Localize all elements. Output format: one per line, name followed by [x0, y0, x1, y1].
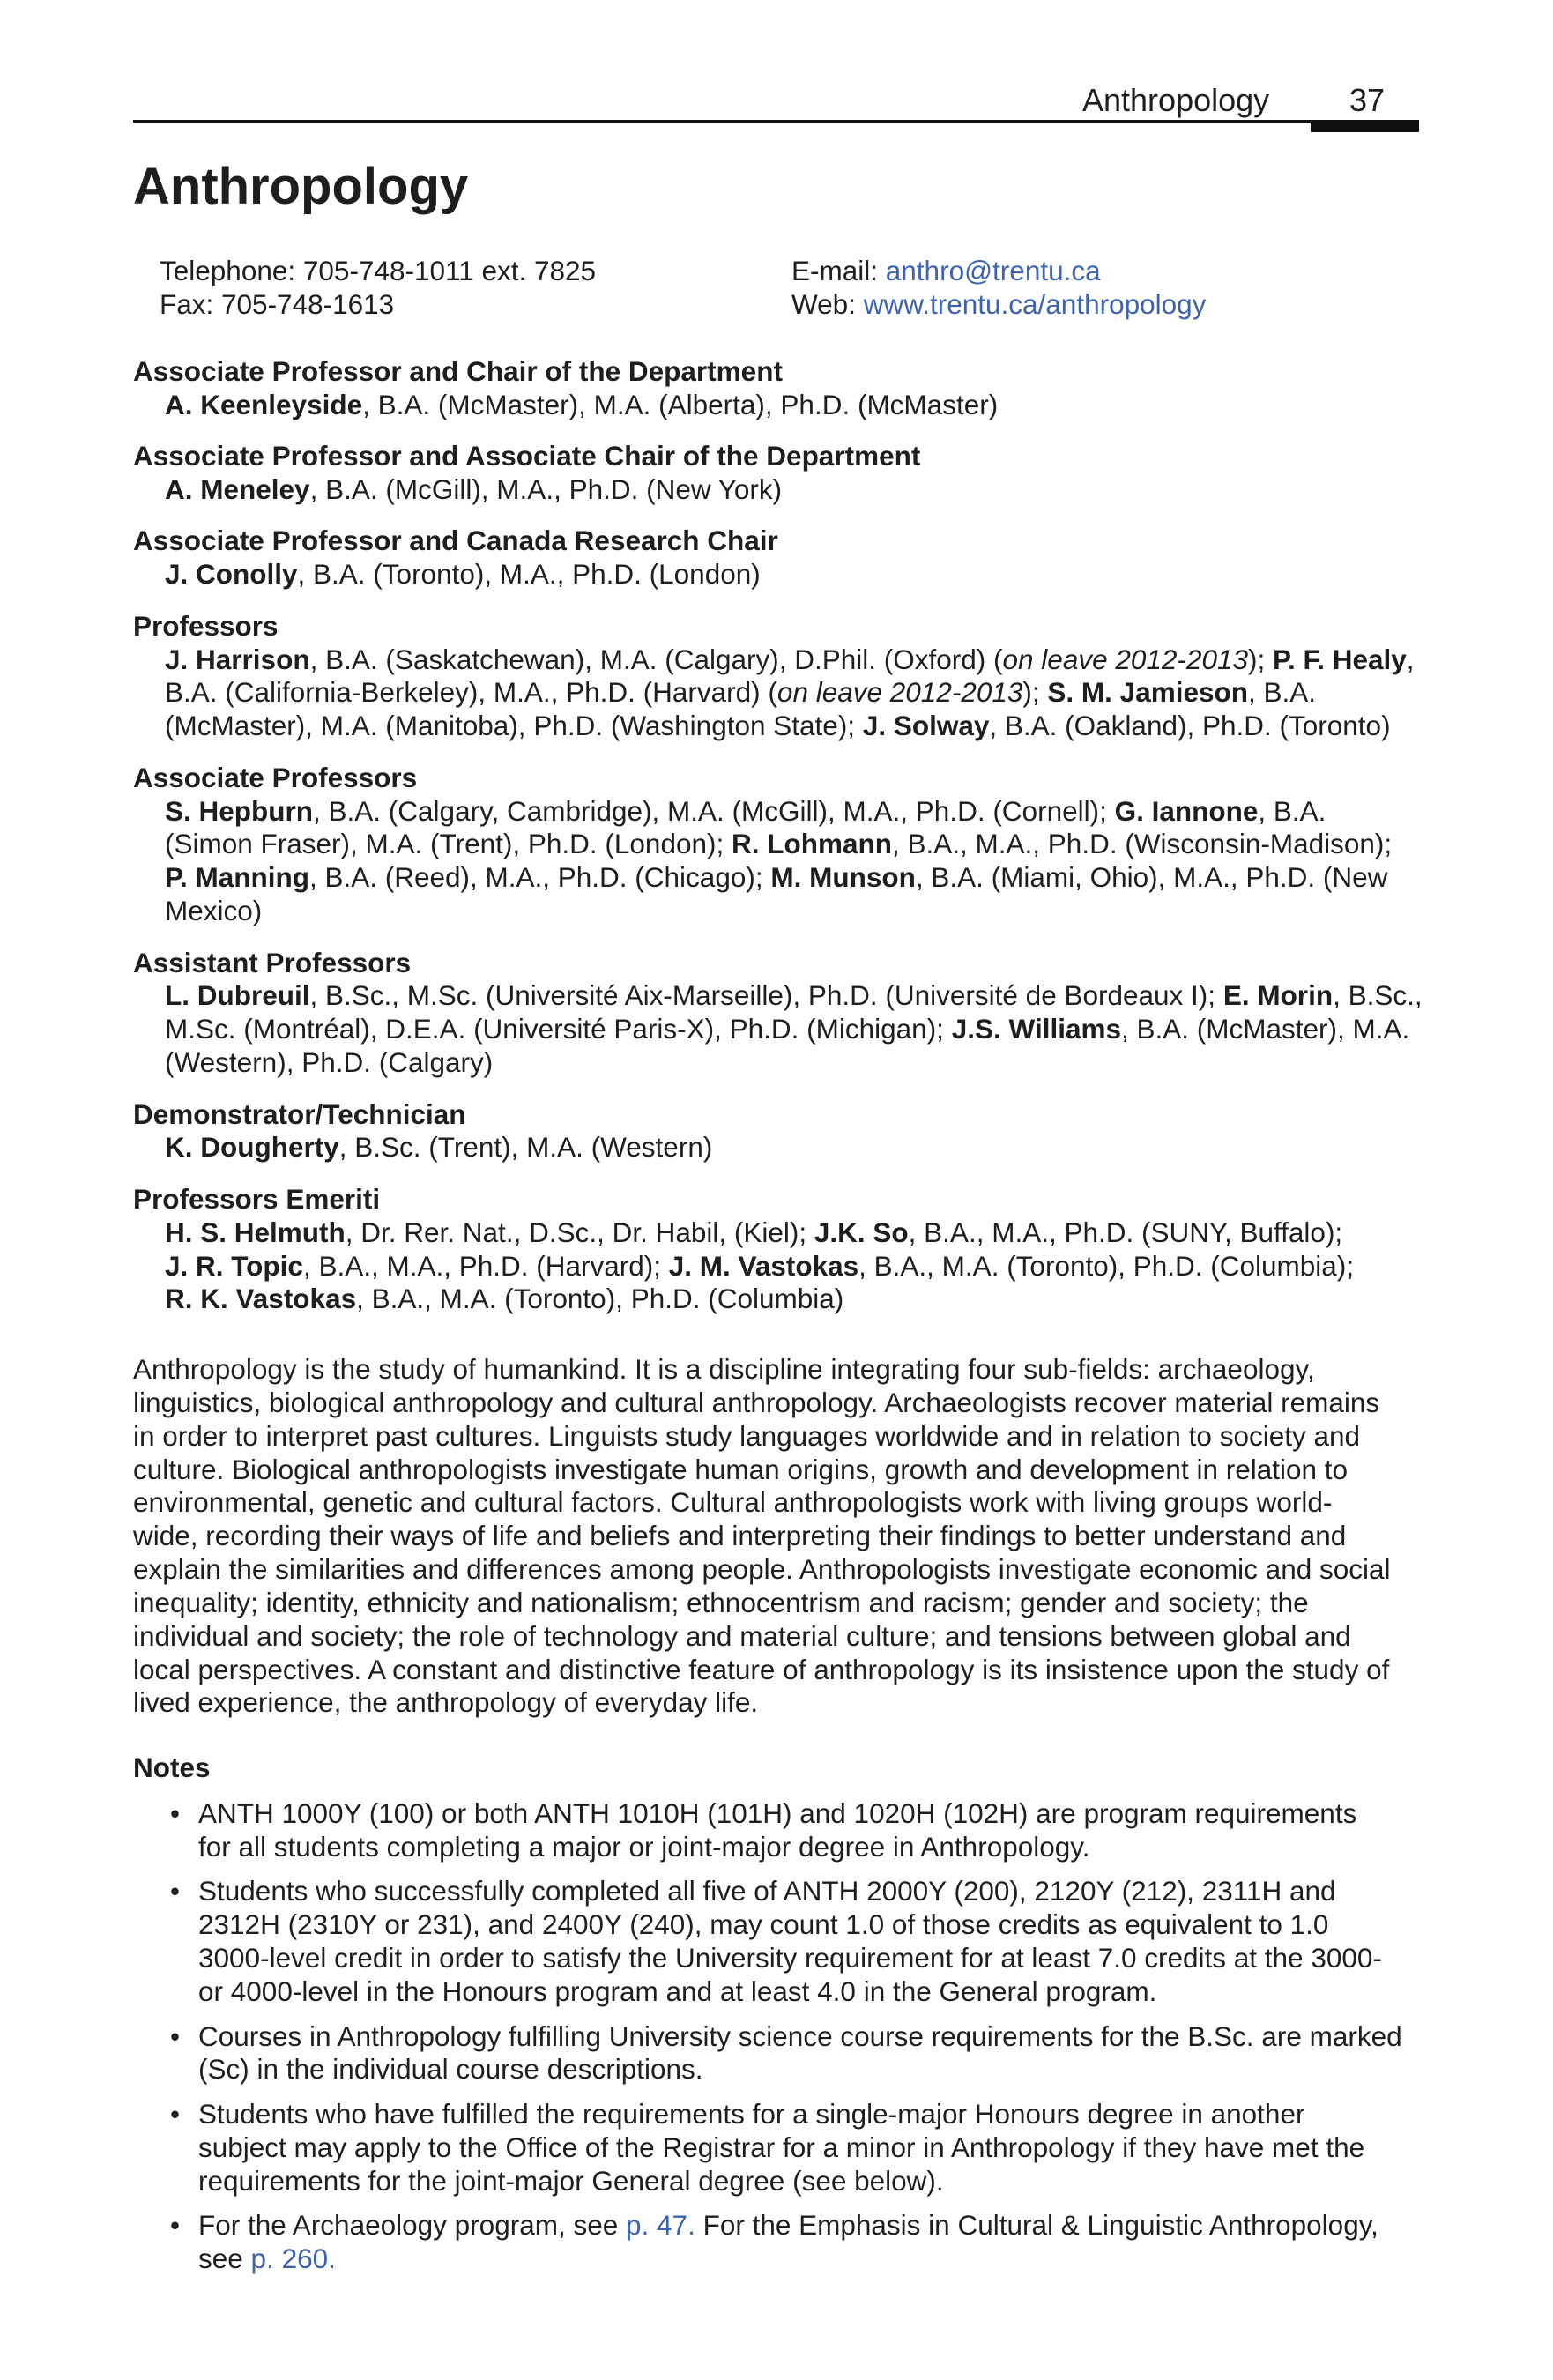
- faculty-member-name: A. Meneley: [165, 472, 310, 505]
- faculty-entry-line: [133, 473, 1419, 507]
- faculty-member-name: E. Morin: [1222, 979, 1334, 1012]
- intro-text-line: lived experience, the anthropology of everyday life.: [133, 1686, 759, 1719]
- faculty-section: [133, 610, 1419, 743]
- fax: Fax: 705-748-1613: [160, 288, 395, 320]
- faculty-list: [133, 354, 1423, 1317]
- note-text: For the Emphasis in Cultural & Linguistic Anthropology,: [695, 2209, 1378, 2242]
- faculty-member-name: P. Manning: [165, 861, 309, 894]
- faculty-credentials: B.A. (California-Berkeley), M.A., Ph.D. (Harvard) (: [165, 676, 777, 709]
- faculty-section-heading: Assistant Professors: [133, 946, 412, 978]
- bullet-marker: [170, 1875, 180, 1908]
- faculty-credentials: , B.A., M.A., Ph.D. (SUNY, Buffalo);: [908, 1216, 1343, 1248]
- leave-status: on leave 2012-2013: [776, 676, 1023, 709]
- intro-text-line: explain the similarities and differences among people. Anthropologists investigate economic and social: [133, 1553, 1391, 1586]
- faculty-credentials: , Dr. Rer. Nat., D.Sc., Dr. Habil, (Kiel);: [345, 1216, 814, 1248]
- faculty-entry-line: [133, 558, 1419, 591]
- faculty-credentials: , B.A., M.A., Ph.D. (Wisconsin-Madison);: [892, 828, 1393, 860]
- faculty-member-name: S. Hepburn: [165, 794, 314, 827]
- page-title: Anthropology: [133, 158, 469, 215]
- faculty-credentials: );: [1248, 643, 1274, 675]
- note-text: Students who successfully completed all five of ANTH 2000Y (200), 2120Y (212), 2311H and: [198, 1875, 1336, 1908]
- note-text-line: [198, 1875, 1419, 1908]
- note-text-line: [198, 1831, 1419, 1864]
- faculty-credentials: , B.A. (Toronto), M.A., Ph.D. (London): [297, 558, 761, 591]
- faculty-section-heading: Associate Professor and Canada Research Chair: [133, 524, 778, 557]
- faculty-member-name: J. Harrison: [165, 643, 310, 675]
- faculty-section: [133, 524, 1419, 591]
- faculty-member-name: G. Iannone: [1114, 794, 1259, 827]
- note-text-line: [198, 2053, 1419, 2086]
- faculty-credentials: , B.A. (Miami, Ohio), M.A., Ph.D. (New: [915, 861, 1388, 894]
- header-rule-tab: [1311, 120, 1419, 132]
- faculty-entry-line: [133, 861, 1419, 895]
- intro-paragraph: [133, 1353, 1419, 1720]
- notes-section: [133, 1752, 1419, 2287]
- faculty-credentials: (Western), Ph.D. (Calgary): [165, 1046, 494, 1079]
- faculty-member-name: L. Dubreuil: [165, 979, 310, 1012]
- faculty-entry-line: [133, 895, 1419, 928]
- faculty-section: [133, 762, 1419, 928]
- faculty-entry-line: [133, 828, 1419, 861]
- faculty-member-name: H. S. Helmuth: [165, 1216, 346, 1248]
- faculty-entry-line: [133, 1131, 1419, 1164]
- faculty-member-name: J.K. So: [814, 1216, 909, 1248]
- bullet-marker: [170, 2209, 180, 2242]
- note-text-line: [198, 1942, 1419, 1975]
- faculty-entry-line: [133, 676, 1419, 710]
- note-text: Students who have fulfilled the requirements for a single-major Honours degree in another: [198, 2098, 1305, 2131]
- note-text: for all students completing a major or joint-major degree in Anthropology.: [198, 1830, 1090, 1863]
- note-text: 3000-level credit in order to satisfy the University requirement for at least 7.0 credits at the 3000-: [198, 1942, 1382, 1975]
- note-text-line: [198, 2131, 1419, 2165]
- faculty-section-heading: Associate Professor and Associate Chair of the Department: [133, 440, 921, 472]
- faculty-credentials: , B.A., M.A., Ph.D. (Harvard);: [302, 1249, 669, 1282]
- note-text-line: [198, 1975, 1419, 2009]
- note-item: [133, 1875, 1419, 2008]
- faculty-member-name: J.S. Williams: [951, 1013, 1121, 1045]
- faculty-member-name: J. M. Vastokas: [668, 1249, 859, 1282]
- faculty-member-name: R. Lohmann: [732, 828, 892, 860]
- note-item: [133, 2209, 1419, 2276]
- email-link[interactable]: anthro@trentu.ca: [885, 255, 1101, 286]
- faculty-credentials: , B.Sc. (Trent), M.A. (Western): [338, 1131, 713, 1164]
- note-text-line: [198, 2098, 1419, 2131]
- note-text-line: [198, 1797, 1419, 1831]
- page-number: 37: [1349, 82, 1386, 118]
- faculty-member-name: J. Solway: [862, 710, 990, 742]
- faculty-credentials: ,: [1406, 643, 1415, 675]
- intro-text-line: environmental, genetic and cultural factors. Cultural anthropologists work with living groups world-: [133, 1486, 1333, 1519]
- faculty-credentials: Mexico): [165, 895, 263, 927]
- note-text: or 4000-level in the Honours program and at least 4.0 in the General program.: [198, 1975, 1157, 2007]
- faculty-entry-line: [133, 979, 1423, 1013]
- note-text: (Sc) in the individual course descriptions.: [198, 2053, 703, 2086]
- faculty-member-name: S. M. Jamieson: [1047, 676, 1248, 709]
- faculty-section: [133, 946, 1423, 1080]
- web-label: Web:: [791, 288, 864, 320]
- bullet-marker: [170, 2020, 180, 2054]
- faculty-credentials: , B.Sc., M.Sc. (Université Aix-Marseille), Ph.D. (Université de Bordeaux I);: [309, 979, 1223, 1012]
- note-text: ANTH 1000Y (100) or both ANTH 1010H (101H) and 1020H (102H) are program requirements: [198, 1796, 1357, 1829]
- faculty-credentials: , B.A., M.A. (Toronto), Ph.D. (Columbia);: [858, 1249, 1355, 1282]
- website-link[interactable]: www.trentu.ca/anthropology: [863, 288, 1207, 320]
- faculty-credentials: , B.A. (Oakland), Ph.D. (Toronto): [989, 710, 1391, 742]
- faculty-section-heading: Professors Emeriti: [133, 1182, 381, 1215]
- faculty-member-name: A. Keenleyside: [165, 388, 363, 420]
- faculty-credentials: (McMaster), M.A. (Manitoba), Ph.D. (Washington State);: [165, 710, 863, 742]
- faculty-member-name: J. Conolly: [165, 558, 298, 591]
- email-label: E-mail:: [791, 255, 886, 286]
- faculty-credentials: , B.A., M.A. (Toronto), Ph.D. (Columbia): [356, 1283, 844, 1315]
- faculty-credentials: , B.A.: [1248, 676, 1317, 709]
- faculty-section-heading: Demonstrator/Technician: [133, 1097, 466, 1130]
- faculty-section-heading: Associate Professors: [133, 761, 418, 793]
- faculty-entry-line: [133, 710, 1419, 743]
- note-text: requirements for the joint-major General degree (see below).: [198, 2164, 944, 2197]
- note-text-line: [198, 2242, 1419, 2276]
- faculty-section: [133, 355, 1419, 422]
- note-item: [133, 2020, 1419, 2087]
- faculty-entry-line: [133, 389, 1419, 422]
- intro-text-line: local perspectives. A constant and distinctive feature of anthropology is its insistence upon the study of: [133, 1653, 1390, 1685]
- faculty-member-name: K. Dougherty: [165, 1131, 339, 1164]
- faculty-entry-line: [133, 643, 1419, 677]
- web-line: [791, 288, 1206, 322]
- faculty-credentials: M.Sc. (Montréal), D.E.A. (Université Paris-X), Ph.D. (Michigan);: [165, 1013, 952, 1045]
- running-header-title: Anthropology: [1082, 82, 1270, 118]
- faculty-section: [133, 1098, 1419, 1165]
- intro-text-line: culture. Biological anthropologists investigate human origins, growth and development in relation to: [133, 1453, 1349, 1485]
- bullet-marker: [170, 2098, 180, 2131]
- note-text-line: [198, 1908, 1419, 1942]
- faculty-credentials: , B.A. (Saskatchewan), M.A. (Calgary), D.Phil. (Oxford) (: [309, 643, 1003, 675]
- faculty-credentials: , B.A. (Calgary, Cambridge), M.A. (McGill), M.A., Ph.D. (Cornell);: [313, 794, 1115, 827]
- faculty-member-name: R. K. Vastokas: [165, 1283, 357, 1315]
- note-text: 2312H (2310Y or 231), and 2400Y (240), may count 1.0 of those credits as equivalent to 1.0: [198, 1908, 1329, 1941]
- intro-text-line: linguistics, biological anthropology and cultural anthropology. Archaeologists recover material remains: [133, 1386, 1380, 1418]
- faculty-entry-line: [133, 1046, 1419, 1080]
- faculty-credentials: (Simon Fraser), M.A. (Trent), Ph.D. (London);: [165, 828, 732, 860]
- faculty-section: [133, 440, 1419, 507]
- page-reference-link[interactable]: p. 260.: [250, 2242, 336, 2275]
- running-header: [1082, 81, 1435, 120]
- intro-text-line: wide, recording their ways of life and beliefs and interpreting their findings to better understand and: [133, 1520, 1347, 1552]
- faculty-section: [133, 1183, 1419, 1316]
- header-rule: [133, 120, 1419, 123]
- faculty-credentials: , B.A. (McGill), M.A., Ph.D. (New York): [309, 472, 783, 505]
- telephone: Telephone: 705-748-1011 ext. 7825: [160, 255, 597, 286]
- notes-list: [133, 1797, 1419, 2276]
- faculty-credentials: , B.Sc.,: [1333, 979, 1423, 1012]
- intro-text-line: Anthropology is the study of humankind. It is a discipline integrating four sub-fields: archaeology,: [133, 1353, 1315, 1385]
- note-item: [133, 2098, 1419, 2198]
- faculty-entry-line: [133, 1216, 1419, 1250]
- faculty-member-name: M. Munson: [770, 861, 916, 894]
- faculty-credentials: , B.A. (McMaster), M.A.: [1121, 1013, 1410, 1045]
- faculty-member-name: P. F. Healy: [1273, 643, 1407, 675]
- leave-status: on leave 2012-2013: [1002, 643, 1249, 675]
- page-reference-link[interactable]: p. 47.: [626, 2209, 695, 2242]
- email-line: [791, 255, 1101, 288]
- note-text-line: [198, 2165, 1419, 2198]
- faculty-section-heading: Professors: [133, 609, 279, 642]
- faculty-member-name: J. R. Topic: [165, 1249, 303, 1282]
- faculty-entry-line: [133, 1013, 1419, 1046]
- note-text-line: [198, 2020, 1419, 2054]
- note-text: see: [198, 2242, 251, 2275]
- faculty-credentials: );: [1022, 676, 1048, 709]
- faculty-credentials: , B.A. (McMaster), M.A. (Alberta), Ph.D. (McMaster): [362, 388, 999, 420]
- note-text-line: [198, 2209, 1419, 2242]
- note-text: subject may apply to the Office of the Registrar for a minor in Anthropology if they have met the: [198, 2131, 1365, 2163]
- faculty-entry-line: [133, 1250, 1419, 1283]
- note-item: [133, 1797, 1419, 1864]
- faculty-entry-line: [133, 795, 1419, 829]
- faculty-section-heading: Associate Professor and Chair of the Department: [133, 354, 783, 387]
- note-text: For the Archaeology program, see: [198, 2209, 627, 2242]
- intro-text-line: inequality; identity, ethnicity and nationalism; ethnocentrism and racism; gender and society; the: [133, 1586, 1309, 1618]
- faculty-entry-line: [133, 1283, 1419, 1316]
- faculty-credentials: , B.A. (Reed), M.A., Ph.D. (Chicago);: [308, 861, 771, 894]
- notes-heading: Notes: [133, 1752, 211, 1784]
- intro-text-line: in order to interpret past cultures. Linguists study languages worldwide and in relation to society and: [133, 1419, 1361, 1452]
- faculty-credentials: , B.A.: [1258, 794, 1326, 827]
- intro-text-line: individual and society; the role of technology and material culture; and tensions between global and: [133, 1619, 1351, 1652]
- note-text: Courses in Anthropology fulfilling University science course requirements for the B.Sc. are marked: [198, 2019, 1402, 2052]
- bullet-marker: [170, 1797, 180, 1831]
